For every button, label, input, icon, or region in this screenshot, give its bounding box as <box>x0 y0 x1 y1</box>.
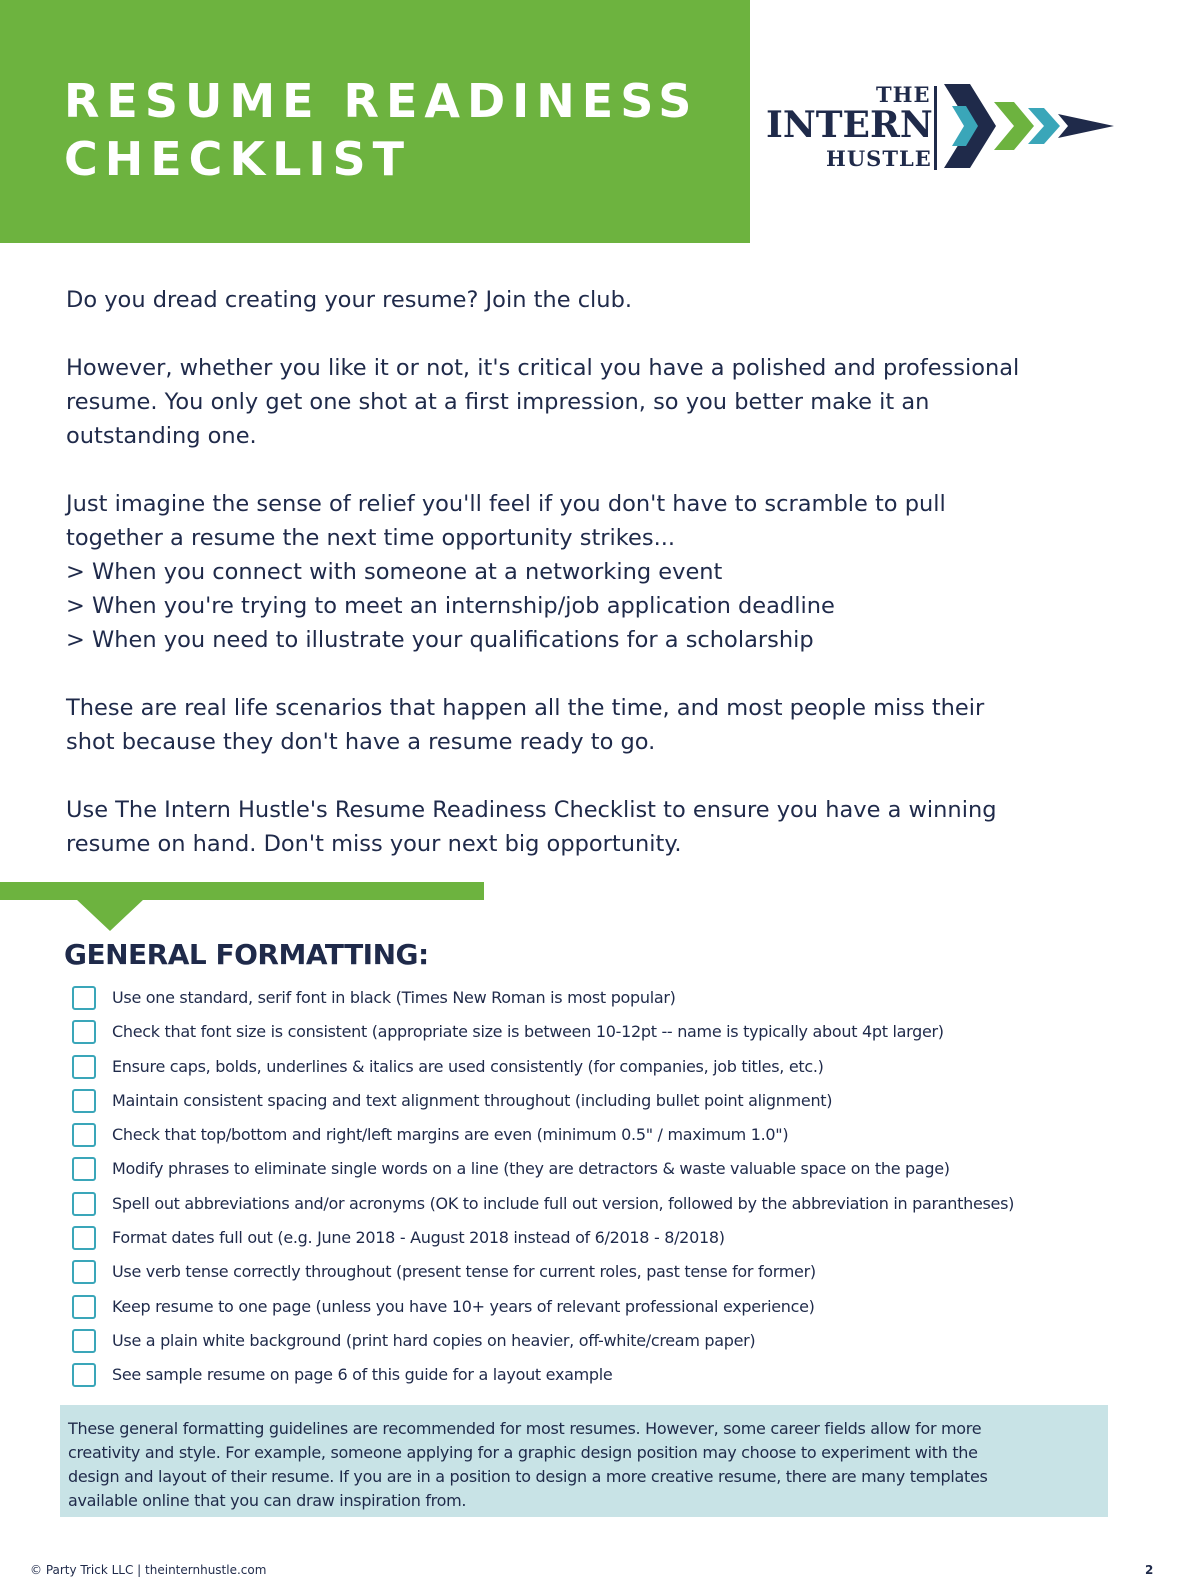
checkbox[interactable] <box>72 1226 96 1250</box>
intro-paragraph-4 <box>66 691 1126 759</box>
checkbox[interactable] <box>72 1295 96 1319</box>
intro-bullet: > When you connect with someone at a networking event <box>66 559 723 585</box>
page-number: 2 <box>1145 1563 1154 1577</box>
checkbox[interactable] <box>72 986 96 1010</box>
checkbox[interactable] <box>72 1363 96 1387</box>
checklist-item[interactable] <box>72 1292 1152 1326</box>
note-line: creativity and style. For example, someone applying for a graphic design position may choose to experiment with the <box>68 1443 978 1462</box>
page-title-line1: RESUME READINESS <box>64 74 699 128</box>
checkbox[interactable] <box>72 1089 96 1113</box>
checkbox[interactable] <box>72 1157 96 1181</box>
checklist-item[interactable] <box>72 1154 1152 1188</box>
checklist-item[interactable] <box>72 983 1152 1017</box>
intro-paragraph-1: Do you dread creating your resume? Join the club. <box>66 287 633 313</box>
intro-line: together a resume the next time opportunity strikes... <box>66 525 676 551</box>
checkbox[interactable] <box>72 1055 96 1079</box>
note-line: These general formatting guidelines are recommended for most resumes. However, some career fields allow for more <box>68 1419 982 1438</box>
checklist-item[interactable] <box>72 1052 1152 1086</box>
checklist-item-label: Format dates full out (e.g. June 2018 - August 2018 instead of 6/2018 - 8/2018) <box>112 1228 725 1248</box>
checklist-item-label: Spell out abbreviations and/or acronyms (OK to include full out version, followed by the abbreviation in parantheses) <box>112 1193 1015 1213</box>
checklist-item-label: Maintain consistent spacing and text alignment throughout (including bullet point alignment) <box>112 1090 833 1110</box>
intro-line: Use The Intern Hustle's Resume Readiness Checklist to ensure you have a winning <box>66 797 997 823</box>
checklist-item-label: Keep resume to one page (unless you have 10+ years of relevant professional experience) <box>112 1296 815 1316</box>
checklist-item[interactable] <box>72 1017 1152 1051</box>
checklist-item[interactable] <box>72 1223 1152 1257</box>
checklist-item-label: See sample resume on page 6 of this guide for a layout example <box>112 1365 613 1385</box>
checkbox[interactable] <box>72 1192 96 1216</box>
logo-the: THE <box>876 82 931 107</box>
section-divider-pointer <box>76 899 144 931</box>
checklist-item-label: Ensure caps, bolds, underlines & italics are used consistently (for companies, job titles, etc.) <box>112 1056 824 1076</box>
checklist-item[interactable] <box>72 1086 1152 1120</box>
checklist-item[interactable] <box>72 1189 1152 1223</box>
intro-line: resume. You only get one shot at a first impression, so you better make it an <box>66 389 930 415</box>
note-line: design and layout of their resume. If you are in a position to design a more creative resume, there are many templates <box>68 1467 988 1486</box>
checklist-item-label: Use a plain white background (print hard copies on heavier, off-white/cream paper) <box>112 1330 756 1350</box>
checklist-item-label: Use verb tense correctly throughout (present tense for current roles, past tense for former) <box>112 1262 816 1282</box>
page-title-line2: CHECKLIST <box>64 132 412 186</box>
intro-line: Just imagine the sense of relief you'll feel if you don't have to scramble to pull <box>66 491 946 517</box>
formatting-checklist <box>72 983 1152 1395</box>
page-title <box>64 72 698 188</box>
checklist-item[interactable] <box>72 1326 1152 1360</box>
checklist-item-label: Modify phrases to eliminate single words on a line (they are detractors & waste valuable space on the page) <box>112 1159 950 1179</box>
intro-line: outstanding one. <box>66 423 257 449</box>
section-divider-bar <box>0 882 484 900</box>
checklist-item-label: Use one standard, serif font in black (Times New Roman is most popular) <box>112 988 676 1007</box>
checklist-item[interactable] <box>72 1257 1152 1291</box>
checklist-item-label: Check that font size is consistent (appropriate size is between 10-12pt -- name is typically about 4pt larger) <box>112 1022 944 1042</box>
intro-bullet: > When you need to illustrate your qualifications for a scholarship <box>66 627 814 653</box>
checklist-item[interactable] <box>72 1360 1152 1394</box>
checkbox[interactable] <box>72 1260 96 1284</box>
intern-hustle-logo <box>766 80 1126 180</box>
intro-bullet: > When you're trying to meet an internship/job application deadline <box>66 593 835 619</box>
intro-paragraph-2 <box>66 351 1126 453</box>
chevron-arrows-icon <box>942 80 1122 180</box>
logo-hustle: HUSTLE <box>826 146 932 171</box>
footer-copyright: © Party Trick LLC | theinternhustle.com <box>30 1563 267 1577</box>
checkbox[interactable] <box>72 1020 96 1044</box>
checklist-item-label: Check that top/bottom and right/left margins are even (minimum 0.5" / maximum 1.0") <box>112 1125 789 1145</box>
intro-line: These are real life scenarios that happen all the time, and most people miss their <box>66 695 985 721</box>
checklist-item[interactable] <box>72 1120 1152 1154</box>
intro-paragraph-3 <box>66 487 1126 657</box>
logo-intern: INTERN <box>766 104 933 146</box>
checkbox[interactable] <box>72 1329 96 1353</box>
intro-line: resume on hand. Don't miss your next big opportunity. <box>66 831 682 857</box>
section-title: GENERAL FORMATTING: <box>64 938 429 971</box>
intro-paragraph-5 <box>66 793 1126 861</box>
header-band <box>0 0 750 243</box>
note-line: available online that you can draw inspiration from. <box>68 1491 467 1510</box>
note-box <box>60 1405 1108 1517</box>
checkbox[interactable] <box>72 1123 96 1147</box>
intro-line: However, whether you like it or not, it's critical you have a polished and professional <box>66 355 1020 381</box>
intro-text <box>66 283 1126 895</box>
logo-divider <box>934 86 937 170</box>
intro-line: shot because they don't have a resume ready to go. <box>66 729 656 755</box>
